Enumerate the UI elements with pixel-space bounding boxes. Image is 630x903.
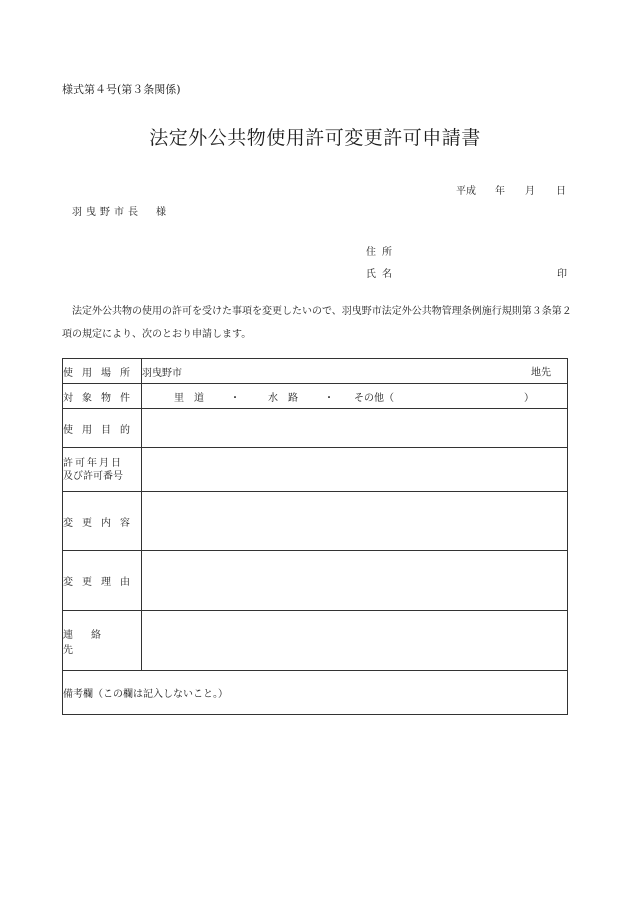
addressee-honorific: 様 — [156, 207, 166, 218]
date-era: 平成 — [456, 186, 476, 197]
option-suiro[interactable]: 水 路 — [268, 392, 298, 404]
option-other-close: ） — [524, 392, 534, 404]
date-month: 月 — [525, 186, 535, 197]
row-change-content — [63, 492, 568, 551]
remarks-field — [63, 671, 568, 715]
row-remarks — [63, 671, 568, 715]
location-label: 使用場所 — [63, 359, 142, 384]
option-satodo[interactable]: 里 道 — [174, 392, 204, 404]
change-content-field[interactable] — [142, 492, 568, 551]
seal-mark: 印 — [557, 269, 567, 280]
row-contact — [63, 611, 568, 671]
location-field[interactable] — [142, 359, 568, 384]
date-day: 日 — [556, 186, 566, 197]
page-title: 法定外公共物使用許可変更許可申請書 — [149, 127, 481, 149]
date-year: 年 — [495, 186, 505, 197]
row-permit — [63, 448, 568, 492]
permit-label-line2: 及び許可番号 — [63, 470, 123, 482]
change-content-label: 変更内容 — [63, 492, 142, 551]
row-object — [63, 384, 568, 409]
row-purpose — [63, 409, 568, 448]
remarks-label: 備考欄（この欄は記入しないこと。） — [63, 689, 228, 700]
option-separator: ・ — [324, 392, 334, 404]
row-change-reason — [63, 551, 568, 611]
permit-field[interactable] — [142, 448, 568, 492]
contact-label: 連絡先 — [63, 611, 142, 671]
object-options — [142, 389, 567, 404]
permit-label-line1: 許可年月日 — [63, 457, 123, 469]
option-other[interactable]: その他（ — [354, 392, 394, 404]
change-reason-field[interactable] — [142, 551, 568, 611]
application-form-table — [62, 358, 568, 715]
addressee-name: 羽曳野市長 — [72, 207, 142, 218]
option-separator: ・ — [230, 392, 240, 404]
purpose-label: 使用目的 — [63, 409, 142, 448]
location-suffix: 地先 — [531, 367, 551, 379]
address-label: 住所 — [366, 247, 398, 258]
application-statement: 法定外公共物の使用の許可を受けた事項を変更したいので、羽曳野市法定外公共物管理条例施行規則第３条第２項の規定により、次のとおり申請します。 — [62, 306, 572, 340]
row-location — [63, 359, 568, 384]
object-label: 対象物件 — [63, 384, 142, 409]
object-field[interactable] — [142, 384, 568, 409]
permit-label — [63, 448, 142, 492]
location-prefix: 羽曳野市 — [142, 367, 182, 379]
name-label: 氏名 — [366, 269, 398, 280]
purpose-field[interactable] — [142, 409, 568, 448]
form-number: 様式第４号(第３条関係) — [62, 83, 181, 96]
contact-field[interactable] — [142, 611, 568, 671]
addressee — [72, 203, 166, 218]
change-reason-label: 変更理由 — [63, 551, 142, 611]
